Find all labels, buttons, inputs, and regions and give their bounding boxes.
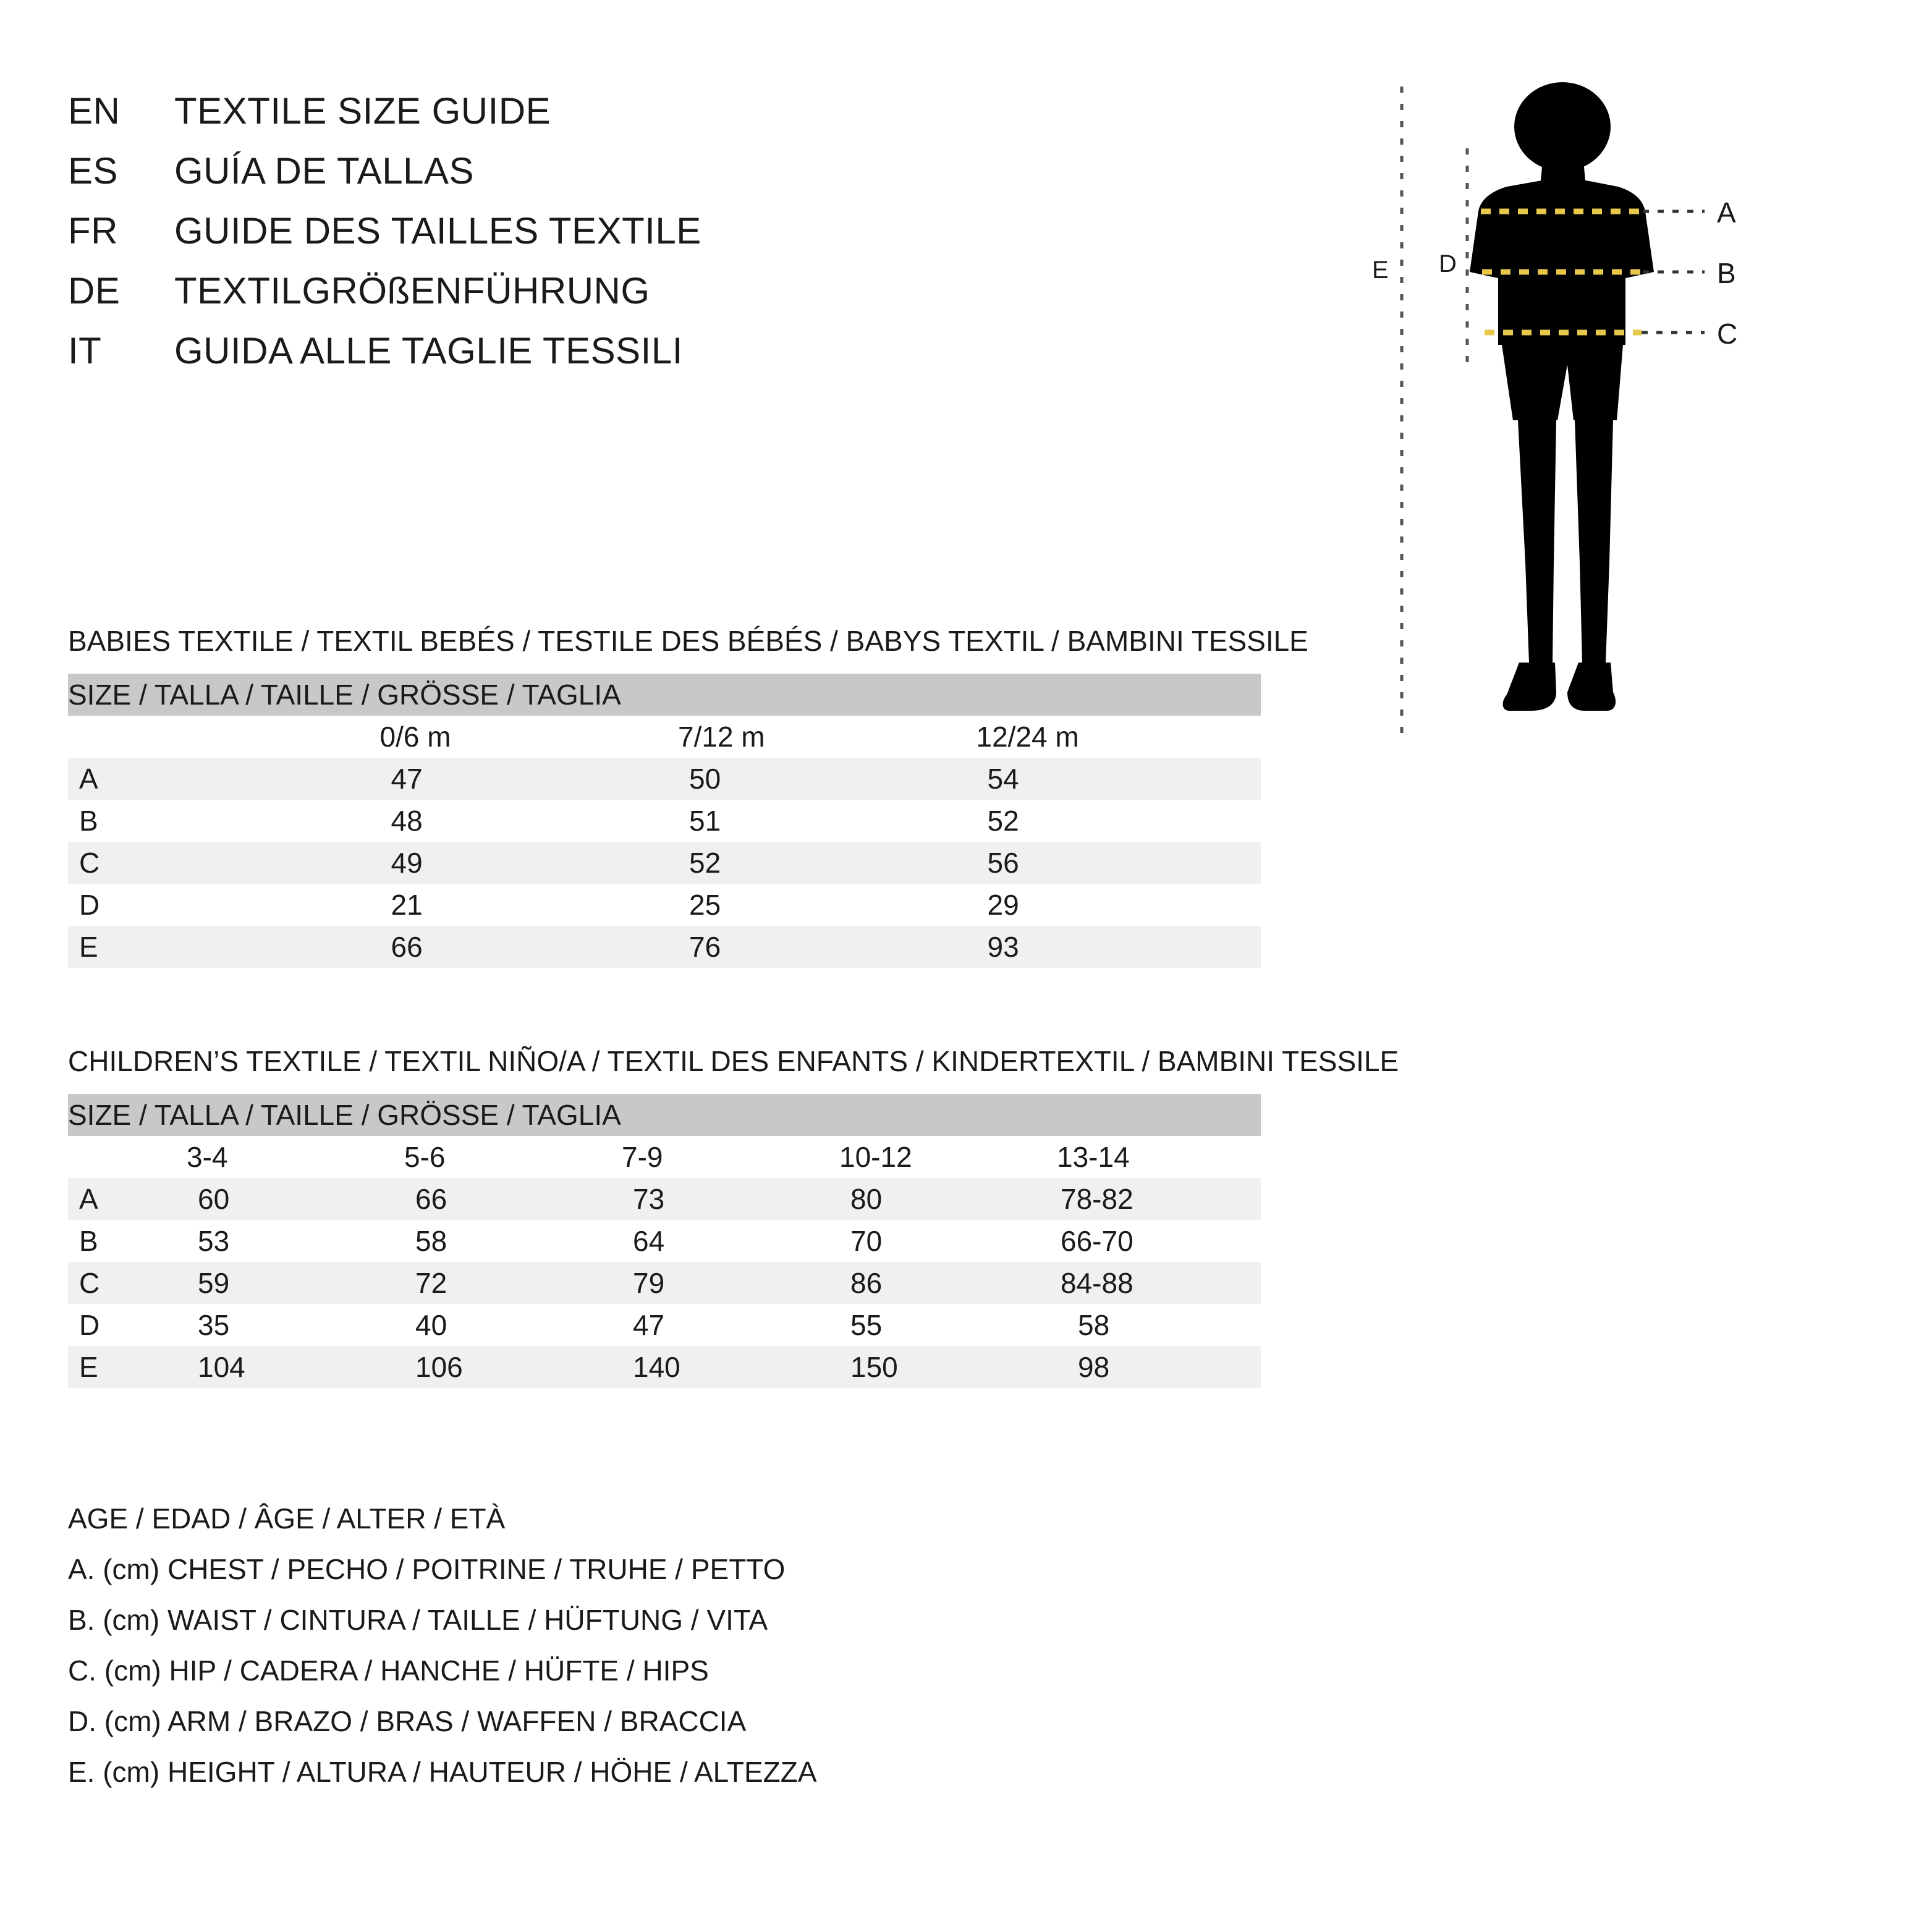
language-title: GUIDA ALLE TAGLIE TESSILI: [174, 330, 683, 371]
cell-value: 40: [391, 1304, 608, 1346]
cell-value: 64: [608, 1220, 826, 1262]
legend-line-hip: C. (cm) HIP / CADERA / HANCHE / HÜFTE / HIPS: [68, 1654, 709, 1687]
row-label: D: [68, 884, 366, 926]
table-row: [68, 1178, 1261, 1220]
table-row: [68, 800, 1261, 842]
children-size-table: [68, 1094, 1261, 1388]
row-label: A: [68, 1178, 173, 1220]
body-measurement-figure: [1363, 74, 1845, 766]
cell-value: 84-88: [1043, 1262, 1261, 1304]
table-header-band: [68, 674, 1261, 716]
cell-value: 58: [391, 1220, 608, 1262]
cell-value: 106: [391, 1346, 608, 1388]
column-header: 0/6 m: [366, 716, 665, 758]
cell-value: 70: [826, 1220, 1043, 1262]
legend-block: [68, 1502, 817, 1806]
empty-corner-cell: [68, 716, 366, 758]
marker-label-a: A: [1717, 197, 1736, 229]
language-code: ES: [68, 150, 119, 192]
language-title-block: [68, 90, 701, 389]
cell-value: 35: [173, 1304, 391, 1346]
legend-line-age: AGE / EDAD / ÂGE / ALTER / ETÀ: [68, 1502, 506, 1535]
column-header: 10-12: [826, 1136, 1043, 1178]
table-row: [68, 1220, 1261, 1262]
language-code: FR: [68, 210, 118, 252]
cell-value: 53: [173, 1220, 391, 1262]
cell-value: 52: [664, 842, 963, 884]
language-title: TEXTILGRÖßENFÜHRUNG: [174, 270, 650, 311]
cell-value: 66: [391, 1178, 608, 1220]
language-title: GUÍA DE TALLAS: [174, 150, 474, 192]
language-code: IT: [68, 330, 102, 371]
column-header: 12/24 m: [963, 716, 1261, 758]
table-row: [68, 1346, 1261, 1388]
column-header: 7-9: [608, 1136, 826, 1178]
legend-line-waist: B. (cm) WAIST / CINTURA / TAILLE / HÜFTUNG / VITA: [68, 1604, 768, 1636]
row-label: A: [68, 758, 366, 800]
legend-line-chest: A. (cm) CHEST / PECHO / POITRINE / TRUHE / PETTO: [68, 1553, 786, 1585]
cell-value: 50: [664, 758, 963, 800]
column-header: 7/12 m: [664, 716, 963, 758]
cell-value: 104: [173, 1346, 391, 1388]
table-row: [68, 926, 1261, 968]
marker-label-d: D: [1439, 250, 1457, 278]
row-label: C: [68, 842, 366, 884]
cell-value: 73: [608, 1178, 826, 1220]
cell-value: 58: [1043, 1304, 1261, 1346]
empty-corner-cell: [68, 1136, 173, 1178]
cell-value: 21: [366, 884, 665, 926]
row-label: E: [68, 1346, 173, 1388]
cell-value: 80: [826, 1178, 1043, 1220]
cell-value: 76: [664, 926, 963, 968]
language-row: [68, 210, 701, 269]
children-table-header: SIZE / TALLA / TAILLE / GRÖSSE / TAGLIA: [68, 1094, 1261, 1136]
table-header-band: [68, 1094, 1261, 1136]
cell-value: 48: [366, 800, 665, 842]
children-section: [68, 1044, 1399, 1388]
column-header: 5-6: [391, 1136, 608, 1178]
cell-value: 86: [826, 1262, 1043, 1304]
language-row: [68, 90, 701, 150]
children-section-title: CHILDREN’S TEXTILE / TEXTIL NIÑO/A / TEXTIL DES ENFANTS / KINDERTEXTIL / BAMBINI TESSILE: [68, 1045, 1399, 1077]
legend-line-height: E. (cm) HEIGHT / ALTURA / HAUTEUR / HÖHE / ALTEZZA: [68, 1756, 817, 1788]
table-row: [68, 1304, 1261, 1346]
language-row: [68, 269, 701, 329]
cell-value: 98: [1043, 1346, 1261, 1388]
table-column-header-row: [68, 716, 1261, 758]
babies-size-table: [68, 674, 1261, 968]
cell-value: 66: [366, 926, 665, 968]
cell-value: 54: [963, 758, 1261, 800]
cell-value: 72: [391, 1262, 608, 1304]
language-code: DE: [68, 270, 121, 311]
cell-value: 29: [963, 884, 1261, 926]
marker-label-c: C: [1717, 318, 1738, 350]
cell-value: 79: [608, 1262, 826, 1304]
cell-value: 66-70: [1043, 1220, 1261, 1262]
cell-value: 93: [963, 926, 1261, 968]
table-row: [68, 758, 1261, 800]
cell-value: 56: [963, 842, 1261, 884]
table-row: [68, 842, 1261, 884]
cell-value: 52: [963, 800, 1261, 842]
babies-section: [68, 624, 1308, 968]
language-title: TEXTILE SIZE GUIDE: [174, 90, 551, 132]
column-header: 13-14: [1043, 1136, 1261, 1178]
cell-value: 140: [608, 1346, 826, 1388]
marker-label-e: E: [1372, 256, 1389, 284]
legend-line-arm: D. (cm) ARM / BRAZO / BRAS / WAFFEN / BRACCIA: [68, 1705, 747, 1737]
cell-value: 78-82: [1043, 1178, 1261, 1220]
babies-section-title: BABIES TEXTILE / TEXTIL BEBÉS / TESTILE DES BÉBÉS / BABYS TEXTIL / BAMBINI TESSILE: [68, 625, 1308, 657]
language-row: [68, 150, 701, 210]
cell-value: 55: [826, 1304, 1043, 1346]
row-label: B: [68, 1220, 173, 1262]
cell-value: 60: [173, 1178, 391, 1220]
row-label: C: [68, 1262, 173, 1304]
table-column-header-row: [68, 1136, 1261, 1178]
language-code: EN: [68, 90, 121, 132]
column-header: 3-4: [173, 1136, 391, 1178]
cell-value: 25: [664, 884, 963, 926]
cell-value: 47: [608, 1304, 826, 1346]
language-title: GUIDE DES TAILLES TEXTILE: [174, 210, 701, 252]
cell-value: 49: [366, 842, 665, 884]
cell-value: 59: [173, 1262, 391, 1304]
row-label: B: [68, 800, 366, 842]
table-row: [68, 884, 1261, 926]
marker-label-b: B: [1717, 257, 1736, 289]
child-silhouette: [1470, 82, 1654, 711]
cell-value: 150: [826, 1346, 1043, 1388]
babies-table-header: SIZE / TALLA / TAILLE / GRÖSSE / TAGLIA: [68, 674, 1261, 716]
row-label: D: [68, 1304, 173, 1346]
cell-value: 47: [366, 758, 665, 800]
table-row: [68, 1262, 1261, 1304]
language-row: [68, 329, 701, 389]
cell-value: 51: [664, 800, 963, 842]
row-label: E: [68, 926, 366, 968]
